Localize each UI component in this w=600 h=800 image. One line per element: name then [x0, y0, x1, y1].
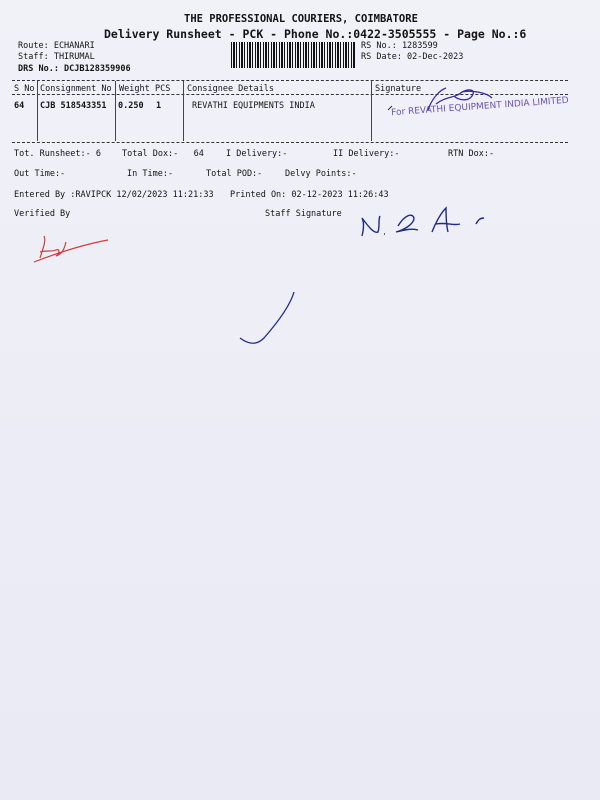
row-consignment: CJB 518543351	[40, 101, 107, 111]
tot-runsheet: Tot. Runsheet:- 6	[14, 149, 101, 159]
in-time: In Time:-	[127, 169, 174, 179]
row-weight: 0.250	[118, 101, 144, 111]
entered-by: Entered By :RAVIPCK 12/02/2023 11:21:33	[14, 190, 214, 200]
verified-by: Verified By	[14, 209, 71, 219]
printed-on: Printed On: 02-12-2023 11:26:43	[230, 190, 389, 200]
company-title: THE PROFESSIONAL COURIERS, COIMBATORE	[184, 13, 418, 25]
total-dox: Total Dox:- 64	[122, 149, 204, 159]
ii-delivery: II Delivery:-	[333, 149, 400, 159]
runsheet-subtitle: Delivery Runsheet - PCK - Phone No.:0422-3505555 - Page No.:6	[104, 27, 527, 41]
col-header-consignment: Consignment No	[40, 84, 112, 94]
col-header-signature: Signature	[375, 84, 422, 94]
drs-number: DRS No.: DCJB128359906	[18, 64, 131, 74]
out-time: Out Time:-	[14, 169, 66, 179]
col-header-pcs: PCS	[155, 84, 171, 94]
delvy-points: Delvy Points:-	[285, 169, 357, 179]
i-delivery: I Delivery:-	[226, 149, 288, 159]
route-label: Route: ECHANARI	[18, 41, 95, 51]
verifier-signature-icon	[34, 236, 108, 262]
staff-signature-icon	[362, 208, 484, 236]
rtn-dox: RTN Dox:-	[448, 149, 495, 159]
staff-label: Staff: THIRUMAL	[18, 52, 95, 62]
col-header-weight: Weight	[119, 84, 150, 94]
rs-number: RS No.: 1283599	[361, 41, 438, 51]
row-pcs: 1	[156, 101, 162, 111]
rs-date: RS Date: 02-Dec-2023	[361, 52, 464, 62]
company-stamp: For REVATHI EQUIPMENT INDIA LIMITED	[390, 95, 569, 119]
col-header-sno: S No	[14, 84, 35, 94]
row-consignee: REVATHI EQUIPMENTS INDIA	[192, 101, 315, 111]
staff-signature-label: Staff Signature	[265, 209, 342, 219]
total-pod: Total POD:-	[206, 169, 263, 179]
row-sno: 64	[14, 101, 25, 111]
tick-mark-icon	[240, 292, 294, 343]
col-header-consignee: Consignee Details	[187, 84, 274, 94]
